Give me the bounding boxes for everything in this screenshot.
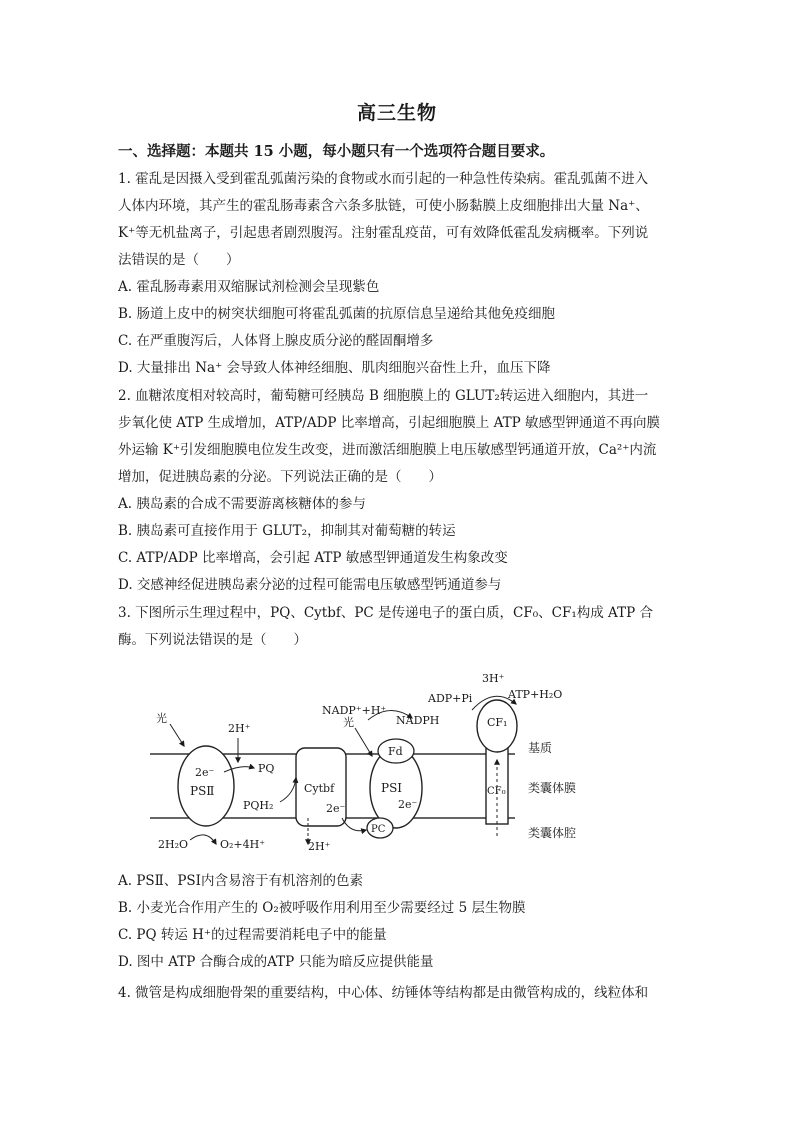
cytbf-e-label: 2e⁻ (326, 802, 346, 815)
option-d: D. 大量排出 Na⁺ 会导致人体神经细胞、肌肉细胞兴奋性上升，血压下降 (118, 360, 551, 376)
text-line: 酶。下列说法错误的是（ ） (118, 632, 307, 648)
pq-label: PQ (258, 762, 275, 775)
h-top-label: 2H⁺ (228, 722, 251, 735)
stroma-label: 基质 (528, 741, 553, 755)
page-title: 高三生物 (356, 102, 437, 124)
psi-label: PSⅠ (381, 781, 403, 795)
water-split-arrow (190, 835, 216, 844)
cf1-label: CF₁ (487, 716, 508, 729)
psii-label: PSⅡ (190, 784, 215, 798)
pqh2-to-cytbf-arrow (280, 778, 296, 802)
membrane-label: 类囊体膜 (528, 781, 577, 795)
text-line: 法错误的是（ ） (118, 252, 240, 268)
light-arrow-2 (355, 728, 372, 756)
nadp-label: NADP⁺+H⁺ (322, 704, 387, 717)
text-line: 外运输 K⁺引发细胞膜电位发生改变，进而激活细胞膜上电压敏感型钙通道开放，Ca²⁺内流 (118, 442, 657, 458)
option-b: B. 小麦光合作用产生的 O₂被呼吸作用利用至少需要经过 5 层生物膜 (118, 900, 526, 916)
text-line: 3. 下图所示生理过程中，PQ、Cytbf、PC 是传递电子的蛋白质，CF₀、CF₁构成 ATP 合 (118, 605, 653, 621)
light-label-2: 光 (343, 716, 354, 729)
text-line: 2. 血糖浓度相对较高时，葡萄糖可经胰岛 B 细胞膜上的 GLUT₂转运进入细胞内，其进一 (118, 388, 649, 404)
text-line: 人体内环境，其产生的霍乱肠毒素含六条多肽链，可使小肠黏膜上皮细胞排出大量 Na⁺、 (118, 198, 649, 214)
option-a: A. PSⅡ、PSⅠ内含易溶于有机溶剂的色素 (118, 873, 364, 889)
option-b: B. 肠道上皮中的树突状细胞可将霍乱弧菌的抗原信息呈递给其他免疫细胞 (118, 306, 556, 322)
option-c: C. ATP/ADP 比率增高，会引起 ATP 敏感型钾通道发生构象改变 (118, 550, 508, 566)
lumen-label: 类囊体腔 (528, 826, 577, 840)
water-label: 2H₂O (158, 838, 189, 851)
option-a: A. 霍乱肠毒素用双缩脲试剂检测会呈现紫色 (118, 279, 380, 295)
option-a: A. 胰岛素的合成不需要游离核糖体的参与 (118, 496, 366, 512)
pc-label: PC (371, 824, 386, 835)
atp-label: ATP+H₂O (508, 688, 563, 701)
option-c: C. PQ 转运 H⁺的过程需要消耗电子中的能量 (118, 927, 387, 943)
light-arrow-1 (170, 724, 184, 746)
psii-e-label: 2e⁻ (195, 766, 215, 779)
psi-e-label: 2e⁻ (398, 798, 418, 811)
thylakoid-diagram (150, 668, 600, 860)
text-line: 1. 霍乱是因摄入受到霍乱弧菌污染的食物或水而引起的一种急性传染病。霍乱弧菌不进入 (118, 171, 649, 187)
fd-label: Fd (388, 745, 403, 758)
text-line: K⁺等无机盐离子，引起患者剧烈腹泻。注射霍乱疫苗，可有效降低霍乱发病概率。下列说 (118, 225, 649, 241)
text-line: 增加，促进胰岛素的分泌。下列说法正确的是（ ） (118, 469, 442, 485)
o2-label: O₂+4H⁺ (220, 838, 266, 851)
cf0-inner (487, 734, 507, 744)
cf0-label: CF₀ (487, 786, 506, 797)
text-line: 步氧化使 ATP 生成增加，ATP/ADP 比率增高，引起细胞膜上 ATP 敏感型钾通道不再向膜 (118, 415, 660, 431)
text-line: 4. 微管是构成细胞骨架的重要结构，中心体、纺锤体等结构都是由微管构成的，线粒体和 (118, 985, 649, 1001)
option-b: B. 胰岛素可直接作用于 GLUT₂，抑制其对葡萄糖的转运 (118, 523, 456, 539)
option-d: D. 交感神经促进胰岛素分泌的过程可能需电压敏感型钙通道参与 (118, 577, 502, 593)
cytbf-label: Cytbf (304, 782, 335, 795)
pqh2-label: PQH₂ (243, 799, 274, 812)
h-bottom-label: 2H⁺ (308, 840, 331, 853)
light-label-1: 光 (156, 712, 167, 725)
option-d: D. 图中 ATP 合酶合成的ATP 只能为暗反应提供能量 (118, 954, 434, 970)
option-c: C. 在严重腹泻后，人体肾上腺皮质分泌的醛固酮增多 (118, 333, 434, 349)
h3-label: 3H⁺ (482, 672, 505, 685)
section-heading: 一、选择题：本题共 15 小题，每小题只有一个选项符合题目要求。 (118, 143, 555, 160)
nadph-label: NADPH (396, 714, 440, 727)
adp-label: ADP+Pi (428, 692, 473, 705)
